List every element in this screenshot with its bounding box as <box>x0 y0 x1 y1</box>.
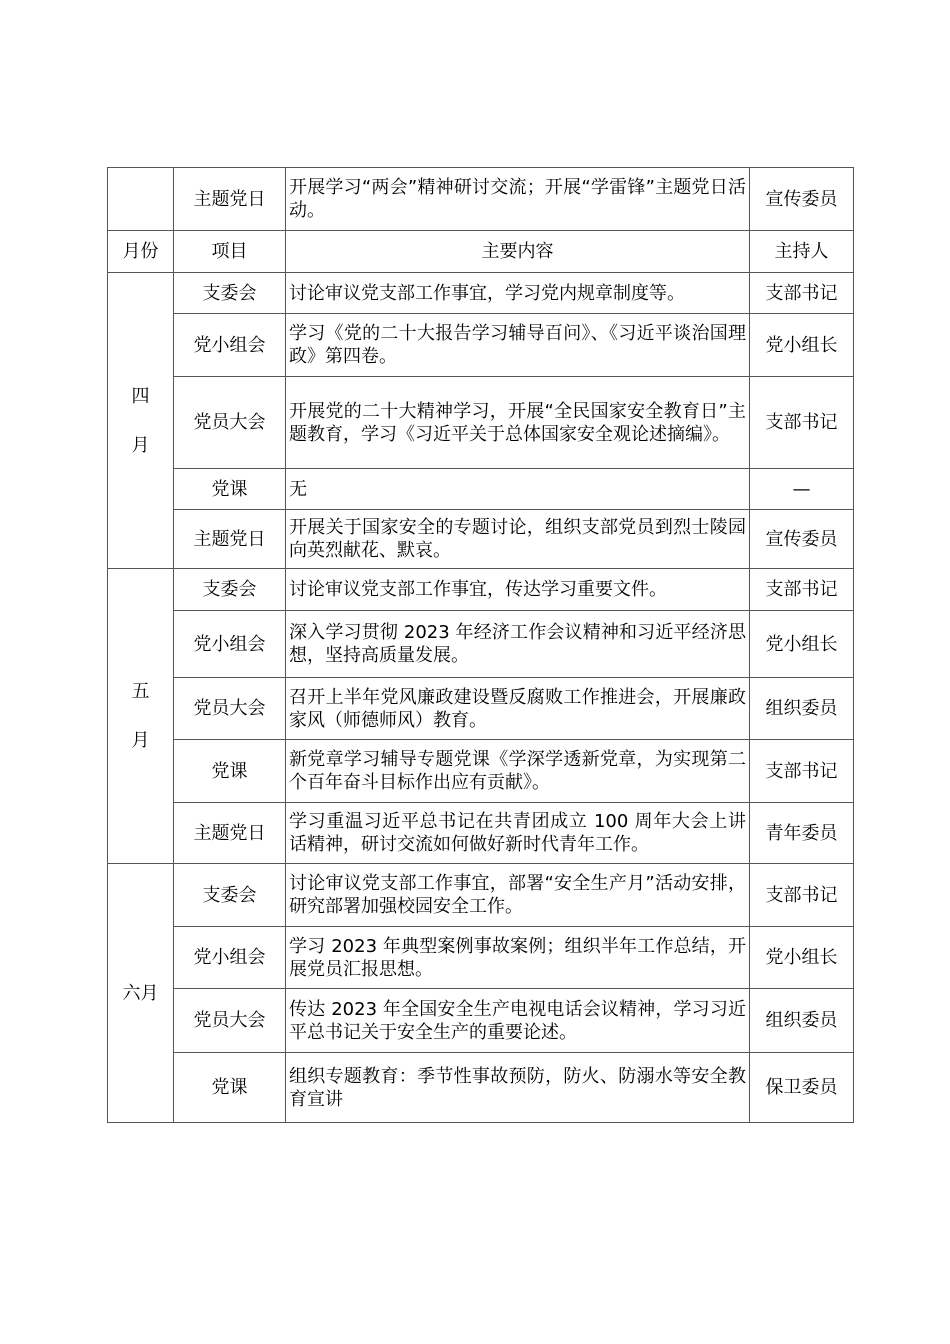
month-cell-may <box>108 569 174 864</box>
month-cell-april <box>108 273 174 569</box>
host-cell: — <box>750 469 854 510</box>
header-content: 主要内容 <box>286 231 750 273</box>
host-cell: 支部书记 <box>750 864 854 927</box>
content-cell: 讨论审议党支部工作事宜，部署“安全生产月”活动安排，研究部署加强校园安全工作。 <box>286 864 750 927</box>
host-cell: 青年委员 <box>750 803 854 864</box>
host-cell: 保卫委员 <box>750 1053 854 1123</box>
host-cell: 宣传委员 <box>750 510 854 569</box>
month-label-top: 四 <box>131 385 150 407</box>
item-cell: 党员大会 <box>174 377 286 469</box>
host-cell: 党小组长 <box>750 611 854 678</box>
item-cell: 党课 <box>174 740 286 803</box>
content-cell: 讨论审议党支部工作事宜，学习党内规章制度等。 <box>286 273 750 314</box>
content-cell: 学习重温习近平总书记在共青团成立 100 周年大会上讲话精神，研讨交流如何做好新时代青年工作。 <box>286 803 750 864</box>
item-cell: 党小组会 <box>174 927 286 989</box>
table-row <box>108 678 854 740</box>
host-cell: 支部书记 <box>750 569 854 611</box>
header-item: 项目 <box>174 231 286 273</box>
host-cell: 支部书记 <box>750 377 854 469</box>
content-cell: 无 <box>286 469 750 510</box>
schedule-table <box>107 167 854 1123</box>
item-cell: 支委会 <box>174 569 286 611</box>
content-cell: 组织专题教育：季节性事故预防，防火、防溺水等安全教育宣讲 <box>286 1053 750 1123</box>
item-cell: 主题党日 <box>174 803 286 864</box>
item-cell: 支委会 <box>174 864 286 927</box>
host-cell: 党小组长 <box>750 314 854 377</box>
item-cell: 主题党日 <box>174 510 286 569</box>
host-cell: 宣传委员 <box>750 168 854 231</box>
host-cell: 党小组长 <box>750 927 854 989</box>
table-row <box>108 989 854 1053</box>
content-cell: 开展关于国家安全的专题讨论，组织支部党员到烈士陵园向英烈献花、默哀。 <box>286 510 750 569</box>
month-cell-empty <box>108 168 174 231</box>
table-row <box>108 569 854 611</box>
table-row <box>108 611 854 678</box>
host-cell: 组织委员 <box>750 678 854 740</box>
item-cell: 党员大会 <box>174 989 286 1053</box>
table-row <box>108 740 854 803</box>
host-cell: 支部书记 <box>750 273 854 314</box>
item-cell: 党员大会 <box>174 678 286 740</box>
content-cell: 开展学习“两会”精神研讨交流；开展“学雷锋”主题党日活动。 <box>286 168 750 231</box>
month-cell-june: 六月 <box>108 864 174 1123</box>
content-cell: 学习 2023 年典型案例事故案例；组织半年工作总结，开展党员汇报思想。 <box>286 927 750 989</box>
host-cell: 支部书记 <box>750 740 854 803</box>
table-row <box>108 864 854 927</box>
table-row <box>108 927 854 989</box>
header-host: 主持人 <box>750 231 854 273</box>
table-row <box>108 469 854 510</box>
item-cell: 主题党日 <box>174 168 286 231</box>
table-row <box>108 314 854 377</box>
item-cell: 党课 <box>174 469 286 510</box>
table-row <box>108 273 854 314</box>
item-cell: 党小组会 <box>174 314 286 377</box>
content-cell: 深入学习贯彻 2023 年经济工作会议精神和习近平经济思想，坚持高质量发展。 <box>286 611 750 678</box>
header-month: 月份 <box>108 231 174 273</box>
table-row <box>108 1053 854 1123</box>
month-label-top: 五 <box>131 681 150 702</box>
month-label-bottom: 月 <box>131 434 150 456</box>
month-label-bottom: 月 <box>131 730 150 751</box>
content-cell: 新党章学习辅导专题党课《学深学透新党章，为实现第二个百年奋斗目标作出应有贡献》。 <box>286 740 750 803</box>
item-cell: 支委会 <box>174 273 286 314</box>
table-row <box>108 803 854 864</box>
item-cell: 党课 <box>174 1053 286 1123</box>
content-cell: 传达 2023 年全国安全生产电视电话会议精神，学习习近平总书记关于安全生产的重要论述。 <box>286 989 750 1053</box>
content-cell: 召开上半年党风廉政建设暨反腐败工作推进会，开展廉政家风（师德师风）教育。 <box>286 678 750 740</box>
host-cell: 组织委员 <box>750 989 854 1053</box>
item-cell: 党小组会 <box>174 611 286 678</box>
content-cell: 讨论审议党支部工作事宜，传达学习重要文件。 <box>286 569 750 611</box>
header-row <box>108 231 854 273</box>
content-cell: 开展党的二十大精神学习，开展“全民国家安全教育日”主题教育，学习《习近平关于总体国家安全观论述摘编》。 <box>286 377 750 469</box>
table-row <box>108 510 854 569</box>
table-row <box>108 168 854 231</box>
content-cell: 学习《党的二十大报告学习辅导百问》、《习近平谈治国理政》第四卷。 <box>286 314 750 377</box>
table-row <box>108 377 854 469</box>
